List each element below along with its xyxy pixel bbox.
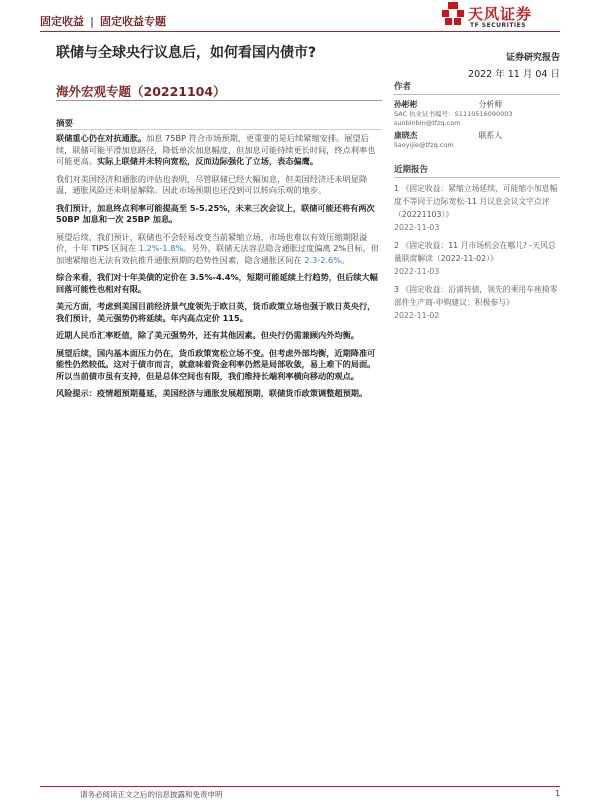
- report-category: [40, 13, 166, 29]
- page-number: 1: [555, 789, 560, 798]
- paragraph-text: 展望后续，国内基本面压力仍在，货币政策宽松立场不变。但考虑外部均衡，近期降准可能性仍然较低。这对于债市而言，就意味着资金利率仍然是局部收敛，易上难下的局面。所以当前债市虽有支持，但是总体空间也有限，我们维持长端利率横向移动的观点。: [56, 347, 376, 381]
- author-entry: [394, 130, 560, 150]
- recent-report-item[interactable]: [394, 182, 560, 234]
- recent-report-item[interactable]: [394, 239, 560, 278]
- abstract-paragraph: [56, 174, 382, 197]
- recent-report-title[interactable]: 1 《固定收益：紧缩立场延续，可能缩小加息幅度不等同于边际宽松-11 月议息会议文字点评（20221103）》: [394, 184, 558, 219]
- recent-reports-rule: [394, 177, 560, 178]
- paragraph-text: 美元方面，考虑到美国目前经济景气度领先于欧日英，货币政策立场也强于欧日英央行，我们预计，美元强势仍将延续。年内高点定价 115。: [56, 301, 376, 323]
- footer-disclaimer: 请务必阅读正文之后的信息披露和免责申明: [80, 790, 223, 799]
- recent-report-title[interactable]: 3 《固定收益：沿浦转债，领先的乘用车座椅零部件生产商-申购建议：积极参与》: [394, 285, 558, 307]
- paragraph-text: 2.3-2.6%: [304, 254, 342, 265]
- abstract-body: [56, 133, 382, 406]
- paragraph-text: 我们预计，加息终点利率可能提高至 5-5.25%，未来三次会议上，联储可能还将有两次 50BP 加息和一次 25BP 加息。: [56, 202, 375, 224]
- paragraph-text: 实际上联储并未转向宽松，反而边际强化了立场，表态偏鹰。: [96, 156, 319, 166]
- report-subtitle: 海外宏观专题（20221104）: [56, 84, 226, 99]
- abstract-paragraph: [56, 232, 382, 267]
- paragraph-text: 加息 75BP 符合市场预期，更重要的是后续紧缩安排。展望后续，联储可能平滑加息路径，降低单次加息幅度，但加息可能持续更长时间，终点利率也可能更高。: [56, 133, 376, 166]
- company-logo: [442, 2, 560, 32]
- subcategory-label: 固定收益专题: [100, 15, 167, 28]
- author-cert: SAC 执业证书编号：S1110516090003: [394, 110, 513, 118]
- report-type: 证券研究报告: [505, 53, 560, 63]
- abstract-heading: 摘要: [56, 119, 74, 129]
- authors-heading: 作者: [394, 82, 412, 92]
- category-label: 固定收益: [40, 15, 84, 28]
- abstract-paragraph: [56, 301, 382, 324]
- abstract-paragraph: [56, 203, 382, 226]
- paragraph-text: 近期人民币汇率贬值，除了美元强势外，还有其他因素。但央行仍需兼顾内外均衡。: [56, 330, 359, 340]
- logo-subtext: TF SECURITIES: [470, 22, 527, 29]
- logo-text: 天风证券: [468, 5, 533, 23]
- recent-report-item[interactable]: [394, 283, 560, 322]
- paragraph-text: 。另外，联储无法容忍隐含通胀过度偏离 2%目标，但加速紧缩也无法有效抗推升通胀预期的趋势性因素，隐含通胀区间在: [56, 243, 379, 265]
- abstract-paragraph: [56, 133, 382, 168]
- sidebar: [394, 80, 560, 327]
- category-separator: |: [90, 15, 95, 28]
- paragraph-text: 1.2%-1.8%: [138, 243, 184, 253]
- authors-rule: [394, 94, 560, 95]
- report-title: 联储与全球央行议息后，如何看国内债市?: [56, 45, 317, 61]
- author-email[interactable]: liaoyijie@tfzq.com: [394, 141, 454, 149]
- author-name: 孙彬彬: [394, 100, 418, 109]
- author-role: 联系人: [478, 131, 502, 140]
- recent-reports-heading: 近期报告: [394, 165, 429, 175]
- author-role: 分析师: [478, 100, 502, 109]
- abstract-rule: [56, 129, 382, 130]
- abstract-paragraph: [56, 348, 382, 383]
- paragraph-text: 风险提示：疫情超预期蔓延，美国经济与通胀发展超预期，联储货币政策调整超预期。: [56, 388, 368, 398]
- paragraph-text: 联储重心仍在对抗通胀。: [56, 133, 147, 143]
- paragraph-text: 。: [341, 254, 350, 265]
- author-entry: [394, 99, 560, 128]
- header-rule: [40, 31, 560, 32]
- author-email[interactable]: sunbinbin@tfzq.com: [394, 119, 461, 127]
- logo-mark-icon: [442, 2, 464, 26]
- abstract-paragraph: [56, 330, 382, 342]
- paragraph-text: 展望后续，我们预计，联储也不会轻易改变当前紧缩立场，市场也难以有效压缩期限溢价，十年 TIPS 区间在: [56, 231, 368, 253]
- recent-report-date: 2022-11-03: [394, 267, 440, 276]
- subtitle-rule: [56, 100, 382, 101]
- abstract-paragraph: [56, 272, 382, 295]
- recent-report-date: 2022-11-02: [394, 311, 440, 320]
- recent-report-title[interactable]: 2 《固定收益：11 月市场机会在哪儿? -天风总量联席解读（2022-11-02）》: [394, 241, 556, 263]
- recent-report-date: 2022-11-03: [394, 223, 440, 232]
- paragraph-text: 综合来看，我们对十年美债的定价在 3.5%-4.4%，短期可能延续上行趋势，但后续大幅回落可能性也相对有限。: [56, 272, 378, 294]
- paragraph-text: 我们对美国经济和通胀的评估也表明，尽管联储已经大幅加息，但美国经济还未明显降温，通胀风险还未明显解除。因此市场预期也还没到可以转向乐观的地步。: [56, 173, 368, 195]
- report-date: 2022 年 11 月 04 日: [468, 69, 560, 80]
- author-name: 康晓杰: [394, 131, 418, 140]
- abstract-paragraph: [56, 388, 382, 400]
- footer-rule: [40, 786, 560, 787]
